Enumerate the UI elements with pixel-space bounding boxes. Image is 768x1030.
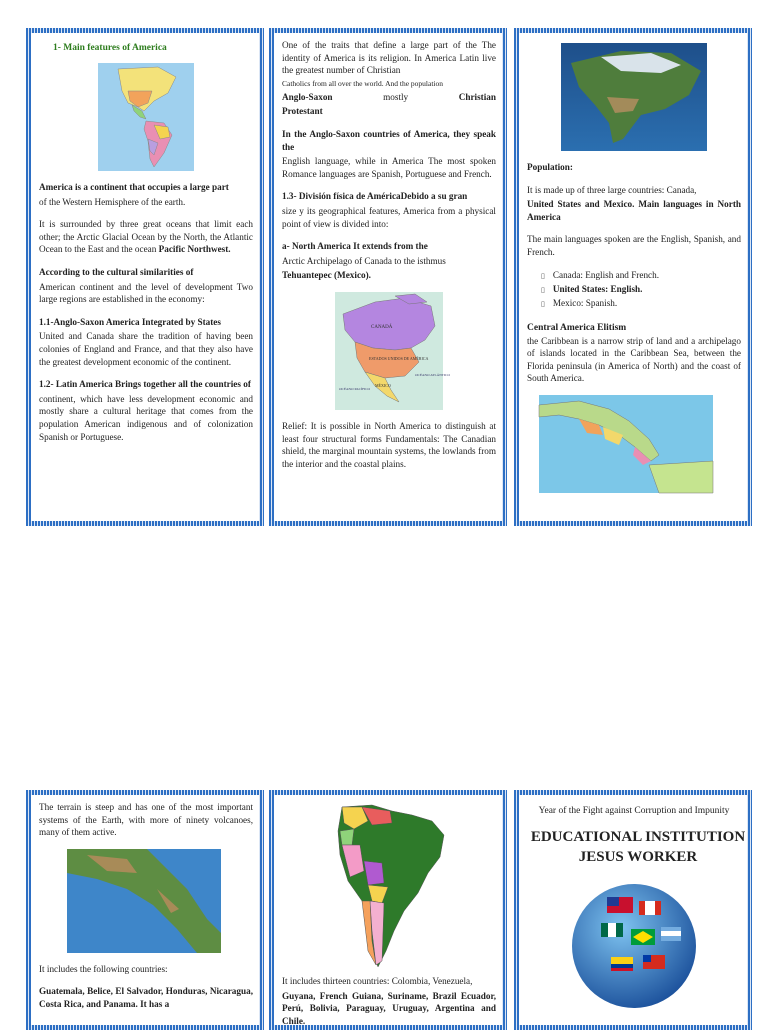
- year-caption: Year of the Fight against Corruption and Impunity: [538, 806, 730, 816]
- north-america-satellite-image: [561, 43, 707, 151]
- north-america-map: [335, 292, 450, 410]
- list-item: ▯ Mexico: Spanish.: [541, 297, 741, 311]
- panel-south-america: [269, 790, 507, 1030]
- panel-religion-geography: [269, 28, 507, 526]
- paragraph: United States and Mexico. Main languages in North America: [527, 199, 741, 222]
- list-item: ▯ Canada: English and French.: [541, 269, 741, 283]
- paragraph: United and Canada share the tradition of having been colonies of England and France, and that they also have the greatest development economic of the continent.: [39, 331, 253, 367]
- panel-cover: [514, 790, 752, 1030]
- panel-population: [514, 28, 752, 526]
- central-america-relief-map: [67, 849, 221, 953]
- americas-political-map: [98, 63, 194, 171]
- languages-list: [527, 269, 741, 311]
- map-label: MÉXICO: [375, 382, 391, 388]
- paragraph: Anglo-Saxon mostly Christian: [282, 91, 496, 102]
- central-america-map: [539, 395, 713, 493]
- paragraph: In the Anglo-Saxon countries of America, they speak the: [282, 128, 496, 152]
- institution-title-line1: EDUCATIONAL INSTITUTION: [530, 829, 746, 845]
- institution-title-line2: JESUS WORKER: [578, 849, 698, 865]
- subheading: a- North America It extends from the: [282, 241, 428, 252]
- map-label: OCÉANO PACÍFICO: [339, 386, 371, 391]
- panel-terrain: [26, 790, 264, 1030]
- panel-main-features: [26, 28, 264, 526]
- paragraph: Guyana, French Guiana, Suriname, Brazil Ecuador, Perú, Bolivia, Paraguay, Uruguay, Argentina and Chile.: [282, 990, 496, 1026]
- paragraph: Arctic Archipelago of Canada to the isthmus: [282, 255, 446, 266]
- map-label: OCÉANO ATLÁNTICO: [415, 372, 450, 377]
- paragraph: size y its geographical features, America from a physical point of view is divided into:: [282, 205, 496, 229]
- paragraph: Catholics from all over the world. And the population: [282, 78, 444, 88]
- list-item: ▯ United States: English.: [541, 283, 741, 297]
- paragraph: continent, which have less development economic and mostly share a cultural heritage that comes from the population American indigenous and of colonization Spanish or Portuguese.: [39, 393, 253, 442]
- globe-flags-image: [571, 883, 697, 1009]
- paragraph: It is made up of three large countries: Canada,: [527, 184, 697, 195]
- paragraph: English language, while in America The most spoken Romance languages are Spanish, Portuguese and French.: [282, 156, 496, 179]
- paragraph: Guatemala, Belice, El Salvador, Honduras, Nicaragua, Costa Rica, and Panama. It has a: [39, 986, 253, 1009]
- south-america-map: [332, 801, 452, 969]
- section-heading: Population:: [527, 162, 573, 172]
- paragraph: It is surrounded by three great oceans that limit each other; the Arctic Glacial Ocean by the North, the Atlantic Ocean to the East and the ocean Pacific Northwest.: [39, 219, 253, 255]
- map-label: ESTADOS UNIDOS DE AMÉRICA: [369, 355, 429, 361]
- paragraph: of the Western Hemisphere of the earth.: [39, 196, 186, 207]
- subheading: 1.3- División física de AméricaDebido a su gran: [282, 191, 468, 202]
- paragraph: One of the traits that define a large part of the The identity of America is its religion. In America Latin live the greatest number of Christian: [282, 40, 496, 76]
- paragraph: It includes the following countries:: [39, 963, 168, 974]
- paragraph: the Caribbean is a narrow strip of land and a archipelago of islands located in the Caribbean Sea, between the Florida peninsula (in America of North) and the coast of South America.: [527, 335, 741, 384]
- paragraph: American continent and the level of development Two large regions are established in the economy:: [39, 281, 253, 305]
- subheading: 1.1-Anglo-Saxon America Integrated by States: [39, 316, 221, 327]
- subheading: 1.2- Latin America Brings together all the countries of: [39, 379, 251, 390]
- paragraph: Tehuantepec (Mexico).: [282, 270, 371, 281]
- subheading: Central America Elitism: [527, 322, 627, 333]
- paragraph: Relief: It is possible in North America to distinguish at least four structural forms Fundamentals: The Canadian shield, the marginal mountain systems, the lowlands from the interior and the coastal plains.: [282, 420, 496, 469]
- map-label: CANADÁ: [371, 324, 393, 330]
- paragraph: The terrain is steep and has one of the most important systems of the Earth, with more of ninety volcanoes, many of them active.: [39, 802, 253, 838]
- paragraph: It includes thirteen countries: Colombia, Venezuela,: [282, 976, 473, 986]
- paragraph: Protestant: [282, 106, 323, 117]
- paragraph: According to the cultural similarities of: [39, 266, 194, 277]
- paragraph: The main languages spoken are the English, Spanish, and French.: [527, 234, 741, 257]
- section-heading: 1- Main features of America: [53, 43, 167, 53]
- paragraph: America is a continent that occupies a large part: [39, 182, 229, 192]
